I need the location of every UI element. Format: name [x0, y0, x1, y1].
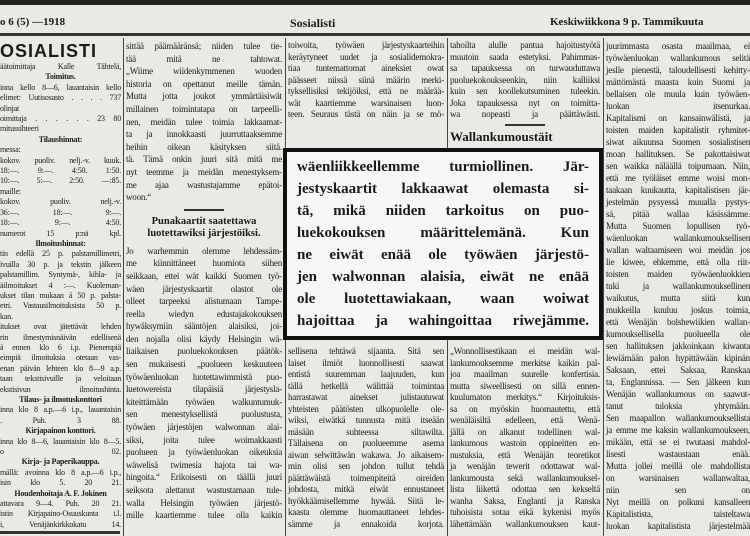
text-line: johdosta, mitkä eiwät ennustaneet — [288, 484, 444, 494]
text-line: ä ennen klo 6 i.p. Pienempiä — [0, 342, 121, 352]
text-line: Mutta jotta joukot ymmärtäisiwät — [126, 91, 282, 102]
issue-date: Keskiwiikkona 9 p. Tammikuuta — [550, 16, 704, 28]
text-line: mättömästä maasta kuin Suomi ja — [606, 77, 750, 87]
text-line: kokov. puoliv. nelj.-v. — [0, 197, 121, 207]
text-line: „Wiime wiidenkymmenen wuoden — [126, 66, 282, 77]
text-line: taan tekstisivuille ja veloitaan — [0, 374, 121, 384]
text-line: eimpiä ilmoituksia otetaan vas- — [0, 353, 121, 363]
text-line: päättäwäistä toimenpiteitä oireiden — [288, 472, 444, 483]
text-line: moan hallituksen. Se pakottaisiwat — [606, 149, 750, 159]
text-line: lankumous wastoin oppineitten en- — [450, 438, 600, 448]
masthead — [0, 8, 750, 30]
text-line: seikkaan, ettei wät kaikki Suomen työ- — [126, 270, 282, 281]
text-line: Toimitus. — [45, 72, 76, 82]
text-line: nen, meidän tulee toimia lakkaamat- — [126, 116, 282, 127]
text-line: wa nopeasti ja päättäwästi. — [450, 109, 600, 119]
text-line: aiwan selwittäwän wakawa. Jo aikaisem- — [288, 449, 444, 460]
text-line: kiteittämään työwäen walkuntumuk- — [126, 396, 282, 407]
text-line: millainen toimintatapa on tarpeelli- — [126, 103, 282, 114]
text-line: waikutus, mutta siitä kun — [606, 293, 750, 303]
magnified-excerpt — [283, 148, 603, 340]
text-line: lista liikettä odottaa sen kekseltä — [450, 484, 600, 494]
text-line: juurimmasta osasta maailmaa, ei — [606, 41, 750, 51]
text-line: hyökkäämisellemme hywää. Siitä le- — [288, 495, 444, 506]
top-border — [0, 0, 750, 5]
text-line: liaikaisen puoluekokouksen päätök- — [126, 346, 282, 357]
text-line: ta ja innokkaasti juurruttaaksemme — [126, 129, 282, 140]
text-line: työwäenluokan wallankumous selitä — [606, 53, 750, 63]
text-line: entistä suuremman laajuuden, kun — [288, 369, 444, 379]
text-line: Tällaisena on puolueemme asema — [288, 438, 444, 448]
issue-number: o 6 (5) —1918 — [0, 16, 66, 28]
text-line: luekokouksen määrittelemänä. Kun — [297, 225, 589, 241]
column-divider — [603, 38, 604, 536]
text-line: ukset tilan mukaan á 50 p. palsta- — [0, 290, 121, 300]
text-line: mällä: avoinna klo 8 a.p.—6 i.p., — [0, 467, 121, 477]
text-line: yhteisten päätösten ulkopuolelle ole- — [288, 403, 444, 414]
text-line: elimet: Uutisosasto . . . . 737 — [0, 93, 121, 103]
text-line: työwäenluokan luotettawimmistä puo- — [126, 371, 282, 382]
text-line: rin ilmestymisnäivän edellisenä — [0, 332, 121, 342]
text-line: mille kaartiemme tulee olla kaikin — [126, 510, 282, 521]
text-line: kaasta olemme huomauttaneet lehdes- — [288, 507, 444, 517]
text-line: istin Kirjapaino-Osuuskunta i.l. — [0, 509, 121, 519]
text-line: taakaan kuukautta, kapitalistisen jär- — [606, 185, 750, 195]
text-line: nustuksia, että Wenäjän teoretikot — [450, 449, 600, 460]
text-line: tällä hetkellä wälittää toimintaa — [288, 380, 444, 391]
text-line: sa tapauksessa on turwauduttawa — [450, 63, 600, 73]
text-line: olleet tarpeeksi alistumaan Tampe- — [126, 296, 282, 307]
text-line: messa: — [0, 145, 21, 155]
text-line: inna klo 8—6, lauantaisin klo 8—5. — [0, 436, 121, 446]
text-line: itukset ovat jätettävät lehden — [0, 322, 121, 332]
text-line: attavara 9—4. Puh. 20 21. — [0, 499, 121, 509]
text-line: Jo warhemmin olemme lehdessäm- — [126, 245, 282, 256]
text-line: mäsään suhteessa siltawilta. — [288, 426, 444, 437]
text-line: lewiämään palon hypittäwään kipinän — [606, 353, 750, 363]
text-line: sen hallituksen jakkoinkaan kiwanta — [606, 341, 750, 351]
text-line: hajoittaa ja wahingoittaa riwejämme. — [297, 313, 589, 329]
text-line: Houdenhoitaja A. F. Jokinen — [14, 488, 107, 498]
text-line: että me työläiset emme woisi mon- — [606, 173, 750, 183]
text-line: wäenliikkeellemme turmiollinen. Jär- — [297, 159, 589, 175]
text-line: tiaa tuntemattomat aineksiet owat — [288, 63, 444, 73]
text-line: mukkeilla kuuluu joskus toimia, — [606, 305, 750, 315]
text-line: teen. Seuraus tästä on näin ja se mö- — [288, 109, 444, 119]
text-line: sittää päämääränsä; niiden tulee tie- — [126, 41, 282, 51]
text-line: wallan waltaamiseen woi meidän jos — [606, 245, 750, 255]
text-line: ole luotettawiakaan, waan woiwat — [297, 291, 589, 307]
text-line: o 02. — [0, 447, 121, 457]
text-line: tuhoisista sotaa eikä kykenisi myös — [450, 507, 600, 517]
text-line: palstamillim. Syntymä-, kihla- ja — [0, 270, 121, 280]
text-line: ta, Englannissa. — Sen jälkeen kun — [606, 377, 750, 387]
text-line: niin sen on — [606, 485, 750, 495]
text-line: sen waikka näläällä toipumaan. Niin, — [606, 161, 750, 171]
text-line: päässeet niissä siinä määrin merki- — [288, 74, 444, 85]
text-line: ne eiwät enää ole työwäen järjestö- — [297, 247, 589, 263]
text-line: wäen järjestyskaartit olastot ole — [126, 283, 282, 294]
text-line: wäwelisä twimesia hajota tai wa- — [126, 459, 282, 470]
newspaper-brand: OSIALISTI — [0, 41, 98, 61]
text-line: jestelmän pysyessä muualla pystys- — [606, 197, 750, 207]
text-line: jeslle pienestä, taloudellisesti kehitty- — [606, 65, 750, 75]
text-line: wiksi, eiwätkä tunnusta mitä itseään — [288, 415, 444, 425]
text-line: siksi, joita tulee woimakkaasti — [126, 434, 282, 445]
text-line: wäenluokan wallankumouksellisen — [606, 233, 750, 243]
text-line: sellisena tehtäwä sijaanta. Sitä sen — [288, 346, 444, 356]
text-line: työwäen järjestöjen walwonnan alai- — [126, 422, 282, 433]
text-line: kuulumaton merkitys.“ Kirjoituksis- — [450, 392, 600, 402]
text-line: tyksellisiksi tekijöiksi, että ne määrää- — [288, 86, 444, 96]
text-line: lähettämään wallankumouksen kaut- — [450, 518, 600, 529]
text-line: Tilaus- ja ilmotuskonttori — [19, 395, 102, 404]
text-line: Nyt meillä on polkuni kansalleen — [606, 497, 750, 507]
text-line: harrastawat ainekset julistautuwat — [288, 392, 444, 402]
text-line: tahoilta alulle pantua hajoitustyötä — [450, 40, 600, 50]
text-line: hywäksymiin sääntöjen alaisiksi, joi- — [126, 321, 282, 332]
text-line: äilmoitukset 4 :—. Kuoleman- — [0, 280, 121, 290]
text-line: on warsinaisen wallanwaltaa, — [606, 473, 750, 483]
text-line: lankumouksemme merkitse kaikin pal- — [450, 357, 600, 368]
text-line: me ajaa wastustajamme epätoi- — [126, 179, 282, 190]
text-line: Saksaan, ettei Saksaa, Ranskaa — [606, 365, 750, 375]
text-line: kan. — [0, 311, 13, 321]
article-column-5 — [606, 40, 750, 536]
text-line: kuin sen koollekutsuminen tuleekin. — [450, 86, 600, 96]
footer-rule — [0, 531, 120, 534]
text-line: bellaisen ole muula kuin työwäen- — [606, 89, 750, 99]
text-line: Joka tapauksessa nyt on toimitta- — [450, 97, 600, 108]
text-line: tää mitä ne tahtowat. — [126, 53, 282, 64]
text-line: toiwoita, työwäen järjestyskaarteihin — [288, 40, 444, 50]
text-line: laiset ilmiöt luonnollisesti saawat — [288, 357, 444, 368]
text-line: luokan itsenurkaa. — [606, 101, 750, 111]
text-line: kokov. puoliv. nelj.-v. kuuk. — [0, 155, 121, 165]
text-line: min olisi sen johdon tullut tehdä — [288, 461, 444, 471]
separator — [505, 124, 545, 126]
text-line: lankumousta sekä wallankumouksel- — [450, 472, 600, 483]
text-line: numerot 15 p:nä kpl. — [0, 228, 121, 238]
text-line: maille: — [0, 186, 21, 196]
text-line: ekstisivun ilmoitushinta. — [0, 384, 121, 394]
text-line: Sen maapallon wallankumouksellista — [606, 413, 750, 423]
article-column-2 — [126, 40, 282, 536]
text-line: olinjat — [0, 103, 20, 113]
text-line: den nojalla olisi käydy Helsingin wä- — [126, 333, 282, 344]
text-line: inna klo 8 a.p.—6 i.p., lauantaisin — [0, 405, 121, 415]
text-line: puolueen ja työwäenluokan oikeuksia — [126, 447, 282, 458]
text-line: 18:—. 9:—. 4:50. — [0, 218, 121, 228]
text-line: Tilaushinnat: — [38, 134, 83, 144]
text-line: ja wenäjän tewerit odottawat wal- — [450, 461, 600, 471]
text-line: tä. Tämä onkin juuri sitä mitä me — [126, 154, 282, 165]
text-line: ivuilla 30 p. ja tekstin jälkeen — [0, 259, 121, 269]
text-line: luokan kapitalistista järjestelmää — [606, 521, 750, 531]
text-line: me kiinnittäneet huomiota siihen — [126, 258, 282, 269]
text-line: reella wiedyn edustajakokouksen — [126, 308, 282, 319]
text-line: etri. Vastausilmoituksista 50 p. — [0, 301, 121, 311]
text-line: sen mukaisesti „puolueen keskuuteen — [126, 359, 282, 370]
text-line: toisten maiden kapitalistit ryhmitet- — [606, 125, 750, 135]
text-line: historia on opettanut meille tämän. — [126, 78, 282, 89]
article-headline: Wallankumoustäit — [450, 128, 553, 144]
text-line: hingoita.“ Erikoisesti on täällä juuri — [126, 472, 282, 483]
text-line: tä, mikä niiden tarkoitus on puo- — [297, 203, 589, 219]
text-line: äätoimittaja Kalle Tähtelä, — [0, 62, 121, 71]
text-line: lisesti wastaustaan enää. — [606, 449, 750, 459]
text-line: mitussihteeri — [0, 124, 39, 134]
text-line: siwat aikuunsa Suomen sosialistisen — [606, 137, 750, 147]
article-headline: Punakaartit saatettawa luotettawiksi järjestöiksi. — [147, 215, 261, 239]
text-line: heihin oikean käsityksen siitä. — [126, 141, 282, 152]
text-line: keräytyneet uudet ja sosialidemokra- — [288, 51, 444, 62]
text-line: Kirja- ja Paperikauppa. — [21, 457, 100, 467]
text-line: i, Venäjänkirkkokatu 14. — [0, 519, 121, 529]
text-line: lie kiwee, ehkemme, että olla riit- — [606, 257, 750, 267]
text-line: inna kello 8—6, lauantaisin kello — [0, 82, 121, 92]
text-line: tin edellä 25 p. palstamillimetri, — [0, 249, 121, 259]
imprint-column — [0, 40, 121, 536]
text-line: Kapitalismi on kansainwälistä, ja — [606, 113, 750, 123]
text-line: woon.“ — [126, 192, 152, 203]
text-line: isin klo 5. 20 21. — [0, 478, 121, 488]
text-line: jen walwonnan alaisia, eiwät ne enää — [297, 269, 589, 285]
text-line: muutoin saada estetyksi. Pahimmas- — [450, 51, 600, 62]
text-line: Kirjapainon konttori. — [25, 426, 96, 436]
text-line: Ilmoitushinnat: — [35, 238, 86, 248]
text-line: jällä on alkanut todellinen wal- — [450, 426, 600, 437]
text-line: oimittaja . . . . . . 23 80 — [0, 114, 121, 124]
text-line: seiksota alettanut wastustamaan tule- — [126, 485, 282, 495]
column-divider — [123, 38, 124, 536]
text-line: Wenäjän wallankumous on saawut- — [606, 389, 750, 399]
text-line: kumouksellisella puolueella ole — [606, 329, 750, 339]
text-line: wanha Saksa, Englanti ja Ranska — [450, 495, 600, 506]
text-line: walla Helsingin työwäen järjestö- — [126, 497, 282, 508]
text-line: jestyskaartit lakkaawat olemasta si- — [297, 181, 589, 197]
text-line: tuki ja wallankumouksellinen — [606, 281, 750, 291]
text-line: luetowereista tilapäisiä järjestysla- — [126, 384, 282, 395]
text-line: tanut tuloksia yhtymään. — [606, 401, 750, 411]
text-line: Mutta Suomen lopullisen työ- — [606, 221, 750, 231]
text-line: 36:—. 18:—. 9:—. — [0, 207, 121, 217]
text-line: joa maailman suurelle konfertisia. — [450, 369, 600, 379]
masthead-rule — [0, 33, 750, 36]
text-line: „Wonnollisestikaan ei meidän wal- — [450, 346, 600, 356]
text-line: sa on myöskin huomautettu, että — [450, 403, 600, 414]
text-line: mutta siweellisesti on sillä ennen- — [450, 380, 600, 391]
newspaper-title: Sosialisti — [290, 16, 336, 30]
separator — [184, 209, 224, 211]
text-line: wenäläisiltä edelleen, että Wenä- — [450, 415, 600, 425]
text-line: että Wenäjän bolshewiikien wallan- — [606, 317, 750, 327]
text-line: Mutta jollei meillä ole mahdollista — [606, 461, 750, 471]
text-line: sen menestyksellistä puolustusta, — [126, 409, 282, 420]
text-line: ja emme me kaksin wallankumoukseen, — [606, 425, 750, 435]
text-line: Kapitalistista, taisteltawa — [606, 509, 750, 519]
text-line: mikään, että se ei twutaasi mahdol- — [606, 437, 750, 447]
text-line: 10:—. 5:—. 2:50. —:85. — [0, 176, 121, 186]
text-line: nyt teemme ja meidän menestyksem- — [126, 166, 282, 177]
text-line: enan päivän lehteen klo 8—9 a.p. — [0, 363, 121, 373]
text-line: . Puh. 3 88. — [0, 415, 121, 425]
text-line: wät kaartiemme warsinaisen luon- — [288, 97, 444, 108]
text-line: sä, pitää wallaa käsissämme. — [606, 209, 750, 219]
text-line: toisten maiden työwäenluokkien — [606, 269, 750, 279]
text-line: sämme ja ennakoida korjota. — [288, 518, 444, 529]
text-line: 18:—. 9:—. 4:50. 1:50. — [0, 166, 121, 176]
text-line: puoluekokoukseenkin, niin kalliiksi — [450, 74, 600, 85]
